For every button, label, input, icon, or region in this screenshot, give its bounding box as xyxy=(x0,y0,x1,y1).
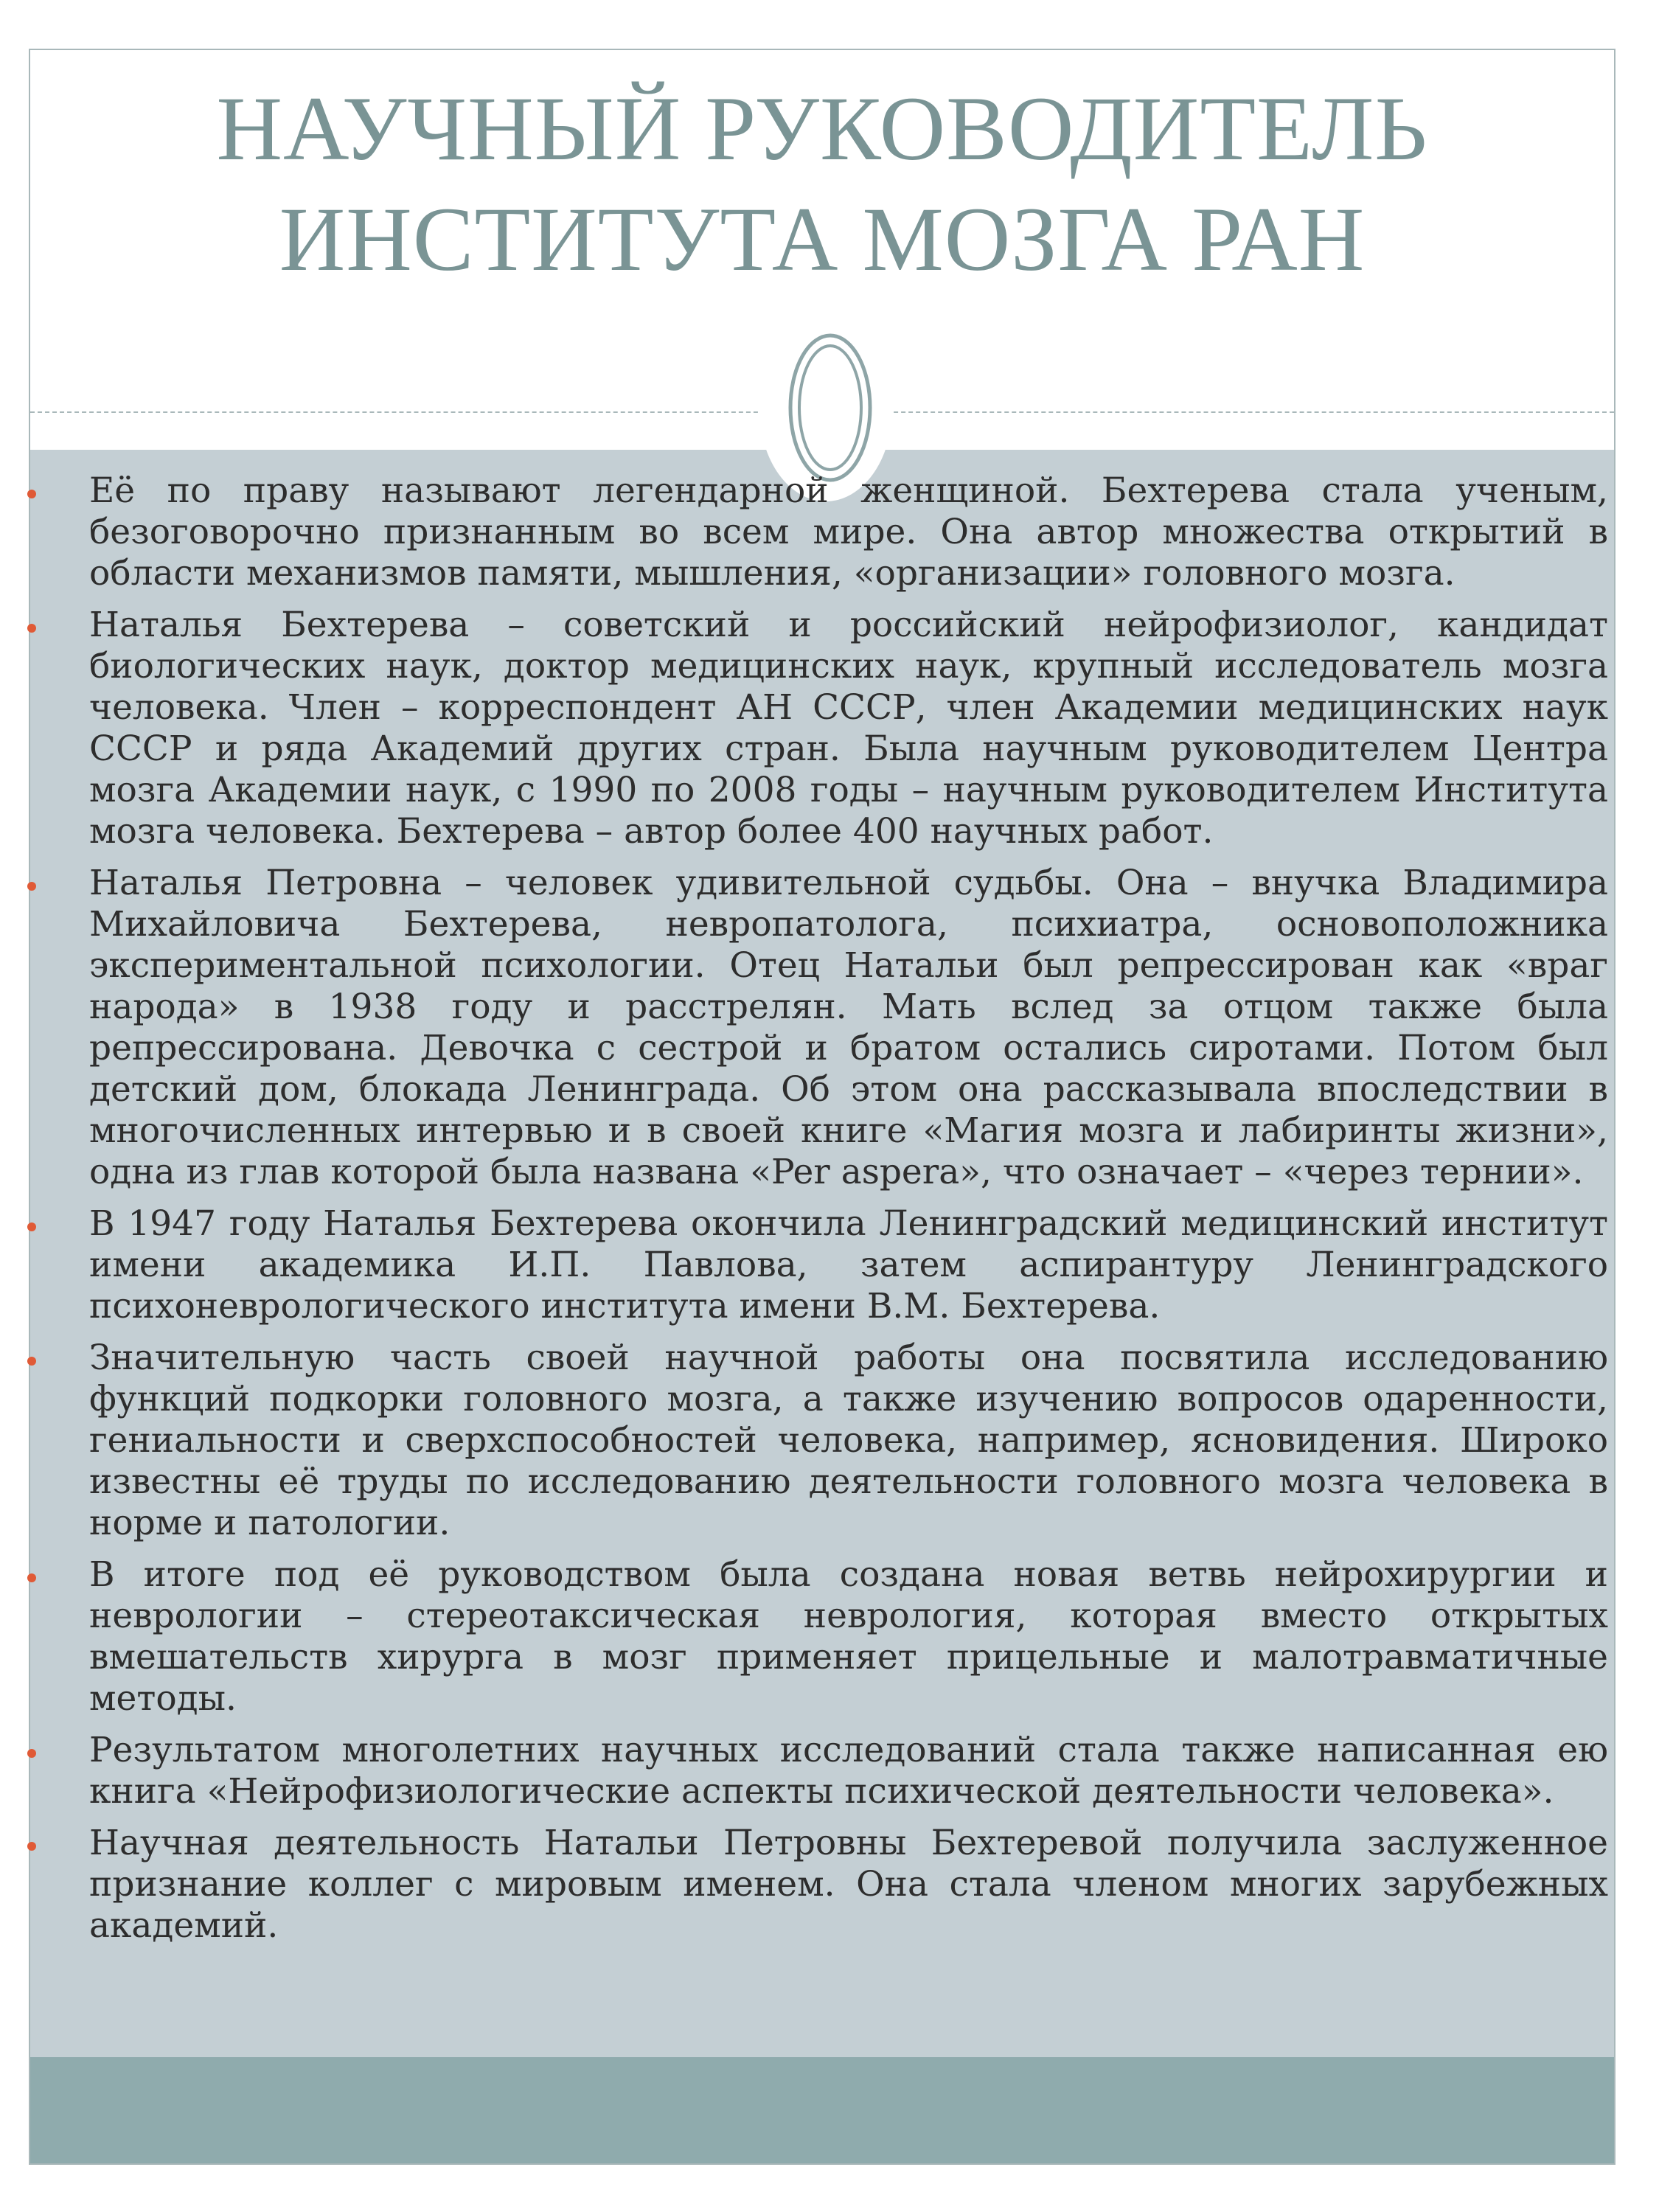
list-item xyxy=(89,1554,1608,1719)
bullet-list xyxy=(89,470,1608,1957)
list-item-text: Наталья Петровна – человек удивительной судьбы. Она – внучка Владимира Михайловича Бехтерева, невропатолога, психиатра, основоположника экспериментальной психологии. Отец Натальи был репрессирован как «враг народа» в 1938 году и расстрелян. Мать вслед за отцом также была репрессирована. Девочка с сестрой и братом остались сиротами. Потом был детский дом, блокада Ленинграда. Об этом она рассказывала впоследствии в многочисленных интервью и в своей книге «Магия мозга и лабиринты жизни», одна из глав которой была названа «Per aspera», что означает – «через тернии». xyxy=(89,863,1608,1192)
slide-title xyxy=(30,74,1614,295)
list-item xyxy=(89,1823,1608,1947)
oval-ring-icon xyxy=(786,330,874,485)
bullet-dot-icon xyxy=(27,1573,36,1582)
bullet-dot-icon xyxy=(27,1842,36,1851)
list-item-text: Наталья Бехтерева – советский и российский нейрофизиолог, кандидат биологических наук, доктор медицинских наук, крупный исследователь мозга человека. Член – корреспондент АН СССР, член Академии медицинских наук СССР и ряда Академий других стран. Была научным руководителем Центра мозга Академии наук, с 1990 по 2008 годы – научным руководителем Института мозга человека. Бехтерева – автор более 400 научных работ. xyxy=(89,605,1608,852)
list-item-text: Результатом многолетних научных исследований стала также написанная ею книга «Нейрофизиологические аспекты психической деятельности человека». xyxy=(89,1730,1608,1812)
list-item xyxy=(89,863,1608,1193)
title-line-2: ИНСТИТУТА МОЗГА РАН xyxy=(279,189,1366,290)
list-item-text: В итоге под её руководством была создана новая ветвь нейрохирургии и неврологии – стереотаксическая неврология, которая вместо открытых вмешательств хирурга в мозг применяет прицельные и малотравматичные методы. xyxy=(89,1554,1608,1719)
bullet-dot-icon xyxy=(27,1222,36,1231)
list-item-text: В 1947 году Наталья Бехтерева окончила Ленинградский медицинский институт имени академика И.П. Павлова, затем аспирантуру Ленинградского психоневрологического института имени В.М. Бехтерева. xyxy=(89,1203,1608,1326)
title-line-1: НАУЧНЫЙ РУКОВОДИТЕЛЬ xyxy=(216,78,1428,179)
bullet-dot-icon xyxy=(27,882,36,891)
list-item xyxy=(89,1730,1608,1812)
list-item xyxy=(89,470,1608,594)
list-item xyxy=(89,1338,1608,1544)
bullet-dot-icon xyxy=(27,1749,36,1758)
bullet-dot-icon xyxy=(27,490,36,498)
list-item xyxy=(89,1203,1608,1327)
list-item xyxy=(89,605,1608,852)
footer-band xyxy=(30,2057,1614,2163)
list-item-text: Научная деятельность Натальи Петровны Бехтеревой получила заслуженное признание коллег с мировым именем. Она стала членом многих зарубежных академий. xyxy=(89,1823,1608,1946)
list-item-text: Её по праву называют легендарной женщиной. Бехтерева стала ученым, безоговорочно признанным во всем мире. Она автор множества открытий в области механизмов памяти, мышления, «организации» головного мозга. xyxy=(89,470,1608,594)
bullet-dot-icon xyxy=(27,1357,36,1366)
list-item-text: Значительную часть своей научной работы она посвятила исследованию функций подкорки головного мозга, а также изучению вопросов одаренности, гениальности и сверхспособностей человека, например, ясновидения. Широко известны её труды по исследованию деятельности головного мозга человека в норме и патологии. xyxy=(89,1338,1608,1543)
bullet-dot-icon xyxy=(27,624,36,633)
